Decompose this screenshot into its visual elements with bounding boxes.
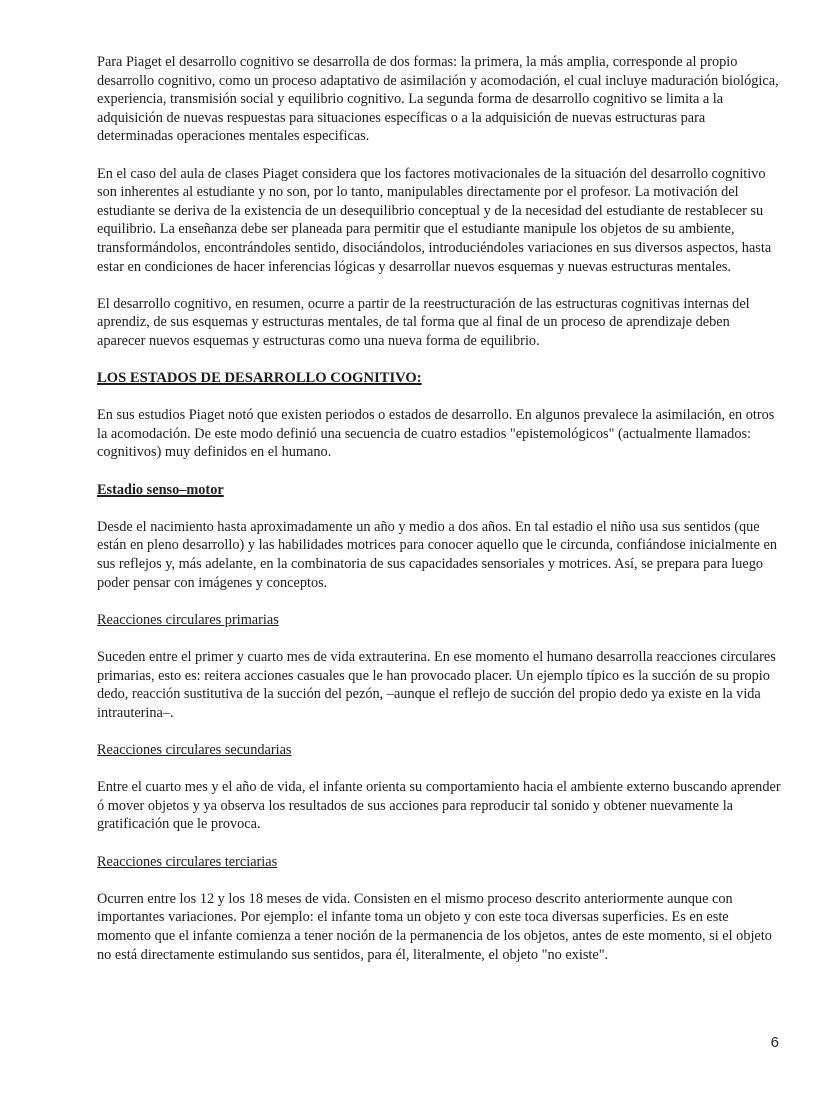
subsection-heading-estadio-senso-motor: Estadio senso–motor [97, 481, 224, 498]
document-body [97, 53, 781, 983]
section-heading-estados-desarrollo: LOS ESTADOS DE DESARROLLO COGNITIVO: [97, 370, 422, 387]
paragraph: Desde el nacimiento hasta aproximadamente un año y medio a dos años. En tal estadio el niño usa sus sentidos (que están en pleno desarrollo) y las habilidades motrices para conocer aquello que le circunda, confiándose inicialmente en sus reflejos y, más adelante, en la combinatoria de sus capacidades sensoriales y motrices. Así, se prepara para luego poder pensar con imágenes y conceptos. [97, 518, 778, 591]
paragraph: Entre el cuarto mes y el año de vida, el infante orienta su comportamiento hacia el ambiente externo buscando aprender ó mover objetos y ya observa los resultados de sus acciones para reproducir tal sonido y obtener nuevamente la gratificación que le provoca. [97, 779, 781, 833]
paragraph: Suceden entre el primer y cuarto mes de vida extrauterina. En ese momento el humano desarrolla reacciones circulares primarias, esto es: reitera acciones casuales que le han provocado placer. Un ejemplo típico es la succión de su propio dedo, reacción sustitutiva de la succión del pezón, –aunque el reflejo de succión del propio dedo ya existe en la vida intrauterina–. [97, 649, 776, 721]
paragraph: Ocurren entre los 12 y los 18 meses de vida. Consisten en el mismo proceso descrito anteriormente aunque con importantes variaciones. Por ejemplo: el infante toma un objeto y con este toca diversas superficies. Es en este momento que el infante comienza a tener noción de la permanencia de los objetos, antes de este momento, si el objeto no está directamente estimulando sus sentidos, para él, literalmente, el objeto "no existe". [97, 890, 772, 963]
minor-heading-reacciones-terciarias: Reacciones circulares terciarias [97, 853, 278, 870]
minor-heading-reacciones-primarias: Reacciones circulares primarias [97, 611, 279, 628]
page-number: 6 [770, 1034, 779, 1051]
minor-heading-reacciones-secundarias: Reacciones circulares secundarias [97, 741, 292, 758]
paragraph: El desarrollo cognitivo, en resumen, ocurre a partir de la reestructuración de las estructuras cognitivas internas del aprendiz, de sus esquemas y estructuras mentales, de tal forma que al final de un proceso de aprendizaje deben aparecer nuevos esquemas y estructuras como una nueva forma de equilibrio. [97, 295, 750, 349]
paragraph: En el caso del aula de clases Piaget considera que los factores motivacionales de la situación del desarrollo cognitivo son inherentes al estudiante y no son, por lo tanto, manipulables directamente por el profesor. La motivación del estudiante se deriva de la existencia de un desequilibrio conceptual y de la necesidad del estudiante de restablecer su equilibrio. La enseñanza debe ser planeada para permitir que el estudiante manipule los objetos de su ambiente, transformándolos, encontrándoles sentido, disociándolos, introduciéndoles variaciones en sus diversos aspectos, hasta estar en condiciones de hacer inferencias lógicas y desarrollar nuevos esquemas y nuevas estructuras mentales. [97, 165, 772, 275]
paragraph: Para Piaget el desarrollo cognitivo se desarrolla de dos formas: la primera, la más amplia, corresponde al propio desarrollo cognitivo, como un proceso adaptativo de asimilación y acomodación, el cual incluye maduración biológica, experiencia, transmisión social y equilibrio cognitivo. La segunda forma de desarrollo cognitivo se limita a la adquisición de nuevas respuestas para situaciones específicas o a la adquisición de nuevas estructuras para determinadas operaciones mentales especificas. [97, 54, 779, 145]
paragraph: En sus estudios Piaget notó que existen periodos o estados de desarrollo. En algunos prevalece la asimilación, en otros la acomodación. De este modo definió una secuencia de cuatro estadios "epistemológicos" (actualmente llamados: cognitivos) muy definidos en el humano. [97, 407, 775, 461]
